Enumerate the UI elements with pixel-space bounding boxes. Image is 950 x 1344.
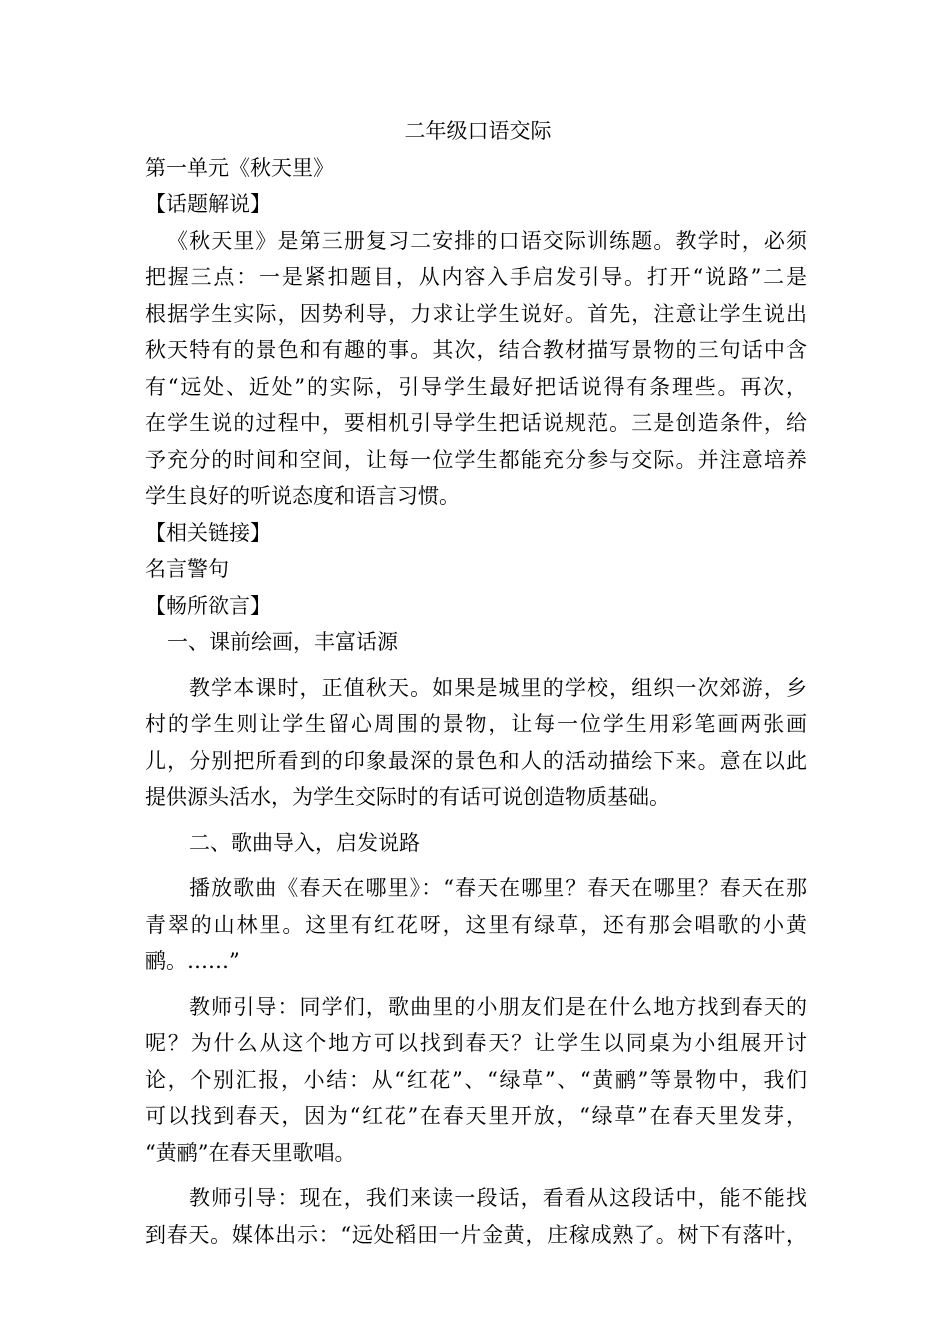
paragraph-line: 把握三点：一是紧扣题目，从内容入手启发引导。打开“说路”二是 [145,265,807,289]
guide1-paragraph [145,989,807,1172]
paragraph-line: 播放歌曲《春天在哪里》：“春天在哪里？春天在哪里？春天在那 [189,876,807,900]
paragraph-line: 鹂。……” [145,949,240,973]
paragraph-line: 提供源头活水，为学生交际时的有话可说创造物质基础。 [145,785,670,809]
paragraph-line: 青翠的山林里。这里有红花呀，这里有绿草，还有那会唱歌的小黄 [145,912,807,937]
paragraph-line: 予充分的时间和空间，让每一位学生都能充分参与交际。并注意培养 [145,447,807,472]
paragraph-line: 根据学生实际，因势利导，力求让学生说好。首先，注意让学生说出 [145,301,807,326]
paragraph-line: 秋天特有的景色和有趣的事。其次，结合教材描写景物的三句话中含 [145,338,807,362]
document-body [145,113,807,1253]
paragraph-line: 有“远处、近处”的实际，引导学生最好把话说得有条理些。再次， [145,374,807,399]
paragraph-line: 教师引导：现在，我们来读一段话，看看从这段话中，能不能找 [189,1186,807,1210]
paragraph-line: 到春天。媒体出示：“远处稻田一片金黄，庄稼成熟了。树下有落叶， [145,1222,807,1247]
paragraph-line: 在学生说的过程中，要相机引导学生把话说规范。三是创造条件，给 [145,411,807,435]
paragraph-line: “黄鹂”在春天里歌唱。 [145,1140,356,1165]
topic-paragraph [145,223,807,515]
links-heading: 【相关链接】 [145,520,271,545]
step1-heading: 一、课前绘画，丰富话源 [167,630,398,654]
paragraph-line: 论，个别汇报，小结：从“红花”、“绿草”、“黄鹂”等景物中，我们 [145,1067,807,1092]
speak-heading: 【畅所欲言】 [145,593,271,618]
paragraph-line: 学生良好的听说态度和语言习惯。 [145,484,460,508]
paragraph-line: 儿，分别把所看到的印象最深的景色和人的活动描绘下来。意在以此 [145,748,807,773]
song-paragraph [145,870,807,980]
document-title: 二年级口语交际 [404,119,552,143]
guide2-paragraph [145,1180,807,1253]
topic-heading: 【话题解说】 [145,192,271,216]
step1-paragraph [145,670,807,816]
paragraph-line: 《秋天里》是第三册复习二安排的口语交际训练题。教学时，必须 [167,228,807,253]
paragraph-line: 村的学生则让学生留心周围的景物，让每一位学生用彩笔画两张画 [145,712,807,736]
links-text: 名言警句 [145,557,229,581]
paragraph-line: 教学本课时，正值秋天。如果是城里的学校，组织一次郊游，乡 [189,675,807,700]
paragraph-line: 教师引导：同学们，歌曲里的小朋友们是在什么地方找到春天的 [189,994,807,1019]
paragraph-line: 可以找到春天，因为“红花”在春天里开放，“绿草”在春天里发芽， [145,1104,807,1128]
step2-heading: 二、歌曲导入，启发说路 [189,830,420,855]
paragraph-line: 呢？为什么从这个地方可以找到春天？让学生以同桌为小组展开讨 [145,1031,807,1055]
unit-heading: 第一单元《秋天里》 [145,155,334,180]
